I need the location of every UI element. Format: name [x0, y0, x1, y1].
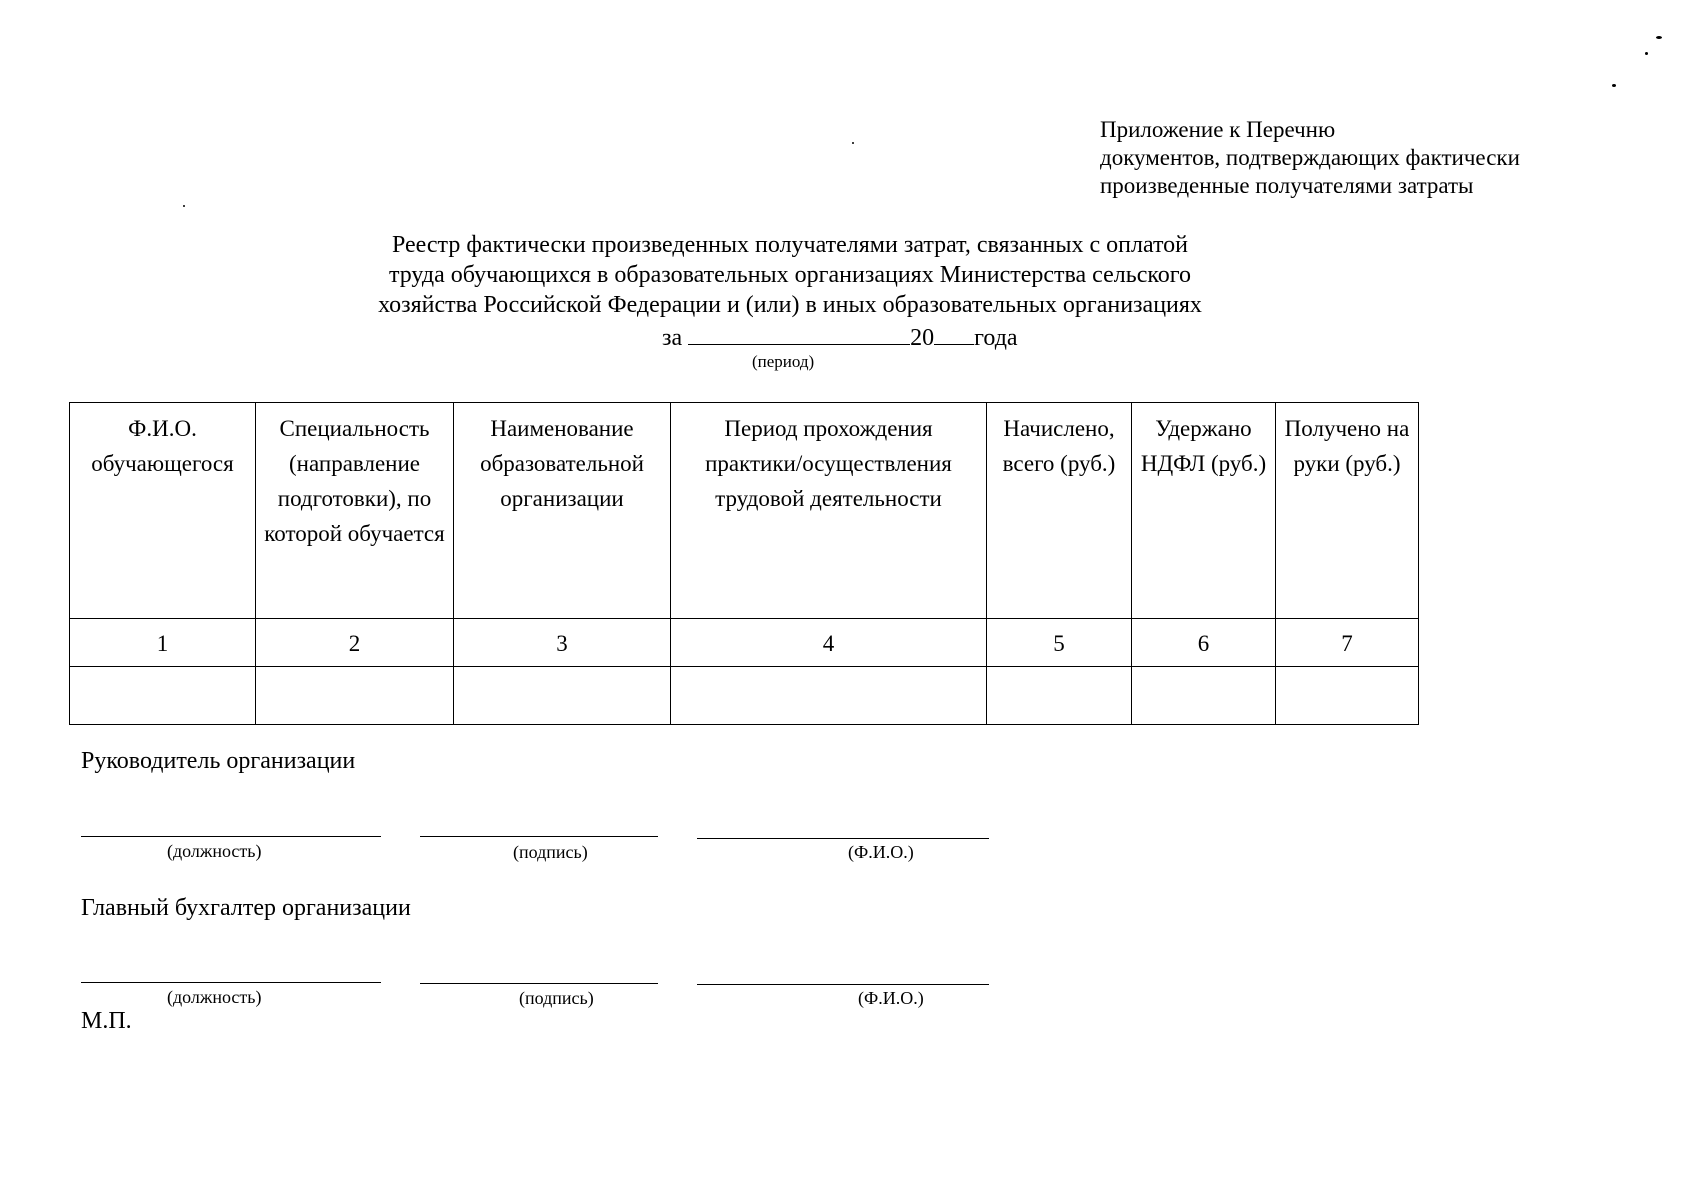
- column-number: 2: [256, 619, 454, 667]
- table-cell[interactable]: [1132, 667, 1276, 725]
- column-number: 6: [1132, 619, 1276, 667]
- stamp-label: М.П.: [81, 1008, 132, 1034]
- accountant-name-caption: (Ф.И.О.): [858, 988, 924, 1008]
- column-number: 3: [454, 619, 671, 667]
- head-signature-caption: (подпись): [513, 842, 588, 862]
- head-signature-line[interactable]: [420, 836, 658, 837]
- column-header-accrued: Начислено, всего (руб.): [987, 403, 1132, 619]
- year-blank[interactable]: [934, 320, 974, 345]
- table-cell[interactable]: [454, 667, 671, 725]
- appendix-line: произведенные получателями затраты: [1100, 173, 1474, 198]
- table-cell[interactable]: [987, 667, 1132, 725]
- title-line: труда обучающихся в образовательных организациях Министерства сельского: [388, 262, 1192, 288]
- period-line: [662, 320, 1018, 352]
- period-blank[interactable]: [688, 320, 910, 345]
- accountant-position-line[interactable]: [81, 982, 381, 983]
- title-line: Реестр фактически произведенных получателями затрат, связанных с оплатой: [391, 232, 1189, 258]
- accountant-name-line[interactable]: [697, 984, 989, 985]
- scan-speck: [1656, 36, 1662, 39]
- head-name-caption: (Ф.И.О.): [848, 842, 914, 862]
- column-number: 1: [70, 619, 256, 667]
- appendix-line: документов, подтверждающих фактически: [1100, 145, 1520, 170]
- header-row: [70, 403, 1419, 619]
- accountant-position-caption: (должность): [167, 987, 262, 1007]
- column-number: 4: [671, 619, 987, 667]
- period-suffix: года: [974, 325, 1018, 351]
- period-caption: (период): [752, 352, 815, 371]
- head-position-caption: (должность): [167, 841, 262, 861]
- appendix-line: Приложение к Перечню: [1100, 117, 1336, 142]
- column-header-name: Ф.И.О. обучающегося: [70, 403, 256, 619]
- period-year: 20: [910, 325, 935, 351]
- scan-speck: [183, 205, 185, 207]
- column-header-organization: Наименование образовательной организации: [454, 403, 671, 619]
- scan-speck: [1645, 52, 1648, 55]
- head-name-line[interactable]: [697, 838, 989, 839]
- column-header-tax: Удержано НДФЛ (руб.): [1132, 403, 1276, 619]
- column-number: 5: [987, 619, 1132, 667]
- table-cell[interactable]: [256, 667, 454, 725]
- scan-speck: [852, 142, 854, 144]
- period-prefix: за: [662, 325, 683, 351]
- column-number: 7: [1276, 619, 1419, 667]
- table-cell[interactable]: [70, 667, 256, 725]
- accountant-role-label: Главный бухгалтер организации: [81, 895, 411, 921]
- accountant-signature-line[interactable]: [420, 983, 658, 984]
- table-cell[interactable]: [671, 667, 987, 725]
- column-number-row: [70, 619, 1419, 667]
- accountant-signature-caption: (подпись): [519, 988, 594, 1008]
- appendix-note: [1100, 116, 1520, 200]
- title-line: хозяйства Российской Федерации и (или) в иных образовательных организациях: [378, 292, 1202, 318]
- column-header-received: Получено на руки (руб.): [1276, 403, 1419, 619]
- scan-speck: [1612, 84, 1616, 87]
- table-cell[interactable]: [1276, 667, 1419, 725]
- table-row: [70, 667, 1419, 725]
- head-position-line[interactable]: [81, 836, 381, 837]
- document-title: [0, 230, 1698, 320]
- head-role-label: Руководитель организации: [81, 748, 356, 774]
- column-header-specialty: Специальность (направление подготовки), по которой обучается: [256, 403, 454, 619]
- column-header-period: Период прохождения практики/осуществления трудовой деятельности: [671, 403, 987, 619]
- registry-table: [69, 402, 1419, 725]
